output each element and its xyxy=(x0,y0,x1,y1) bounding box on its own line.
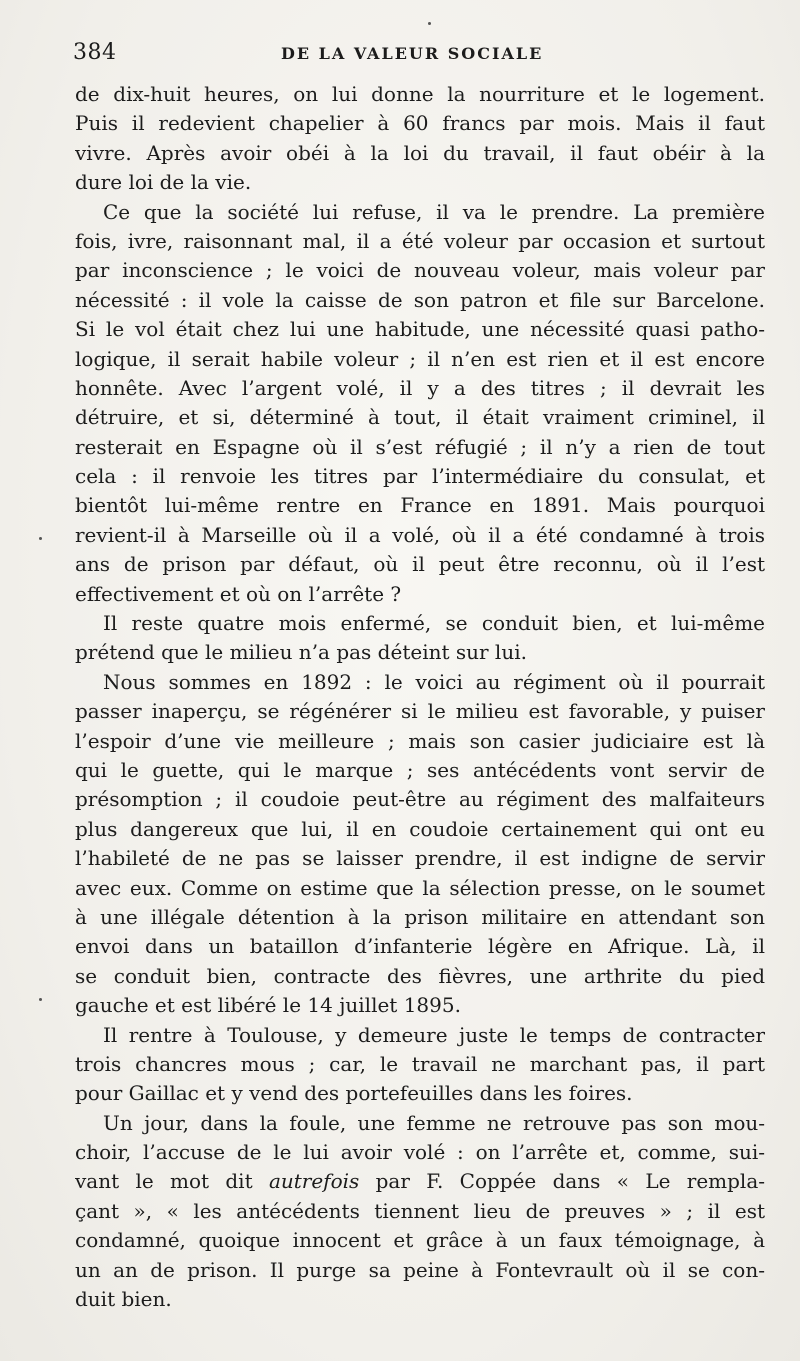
text-line: resterait en Espagne où il s’est réfugié ; il n’y a rien de tout xyxy=(75,434,765,459)
text-line: pour Gaillac et y vend des portefeuilles dans les foires. xyxy=(75,1081,633,1106)
text-line: effectivement et où on l’arrête ? xyxy=(75,581,402,606)
text-line: passer inaperçu, se régénérer si le milieu est favorable, y puiser xyxy=(75,699,765,724)
text-line: de dix-huit heures, on lui donne la nourriture et le logement. xyxy=(75,82,765,106)
text-line: par inconscience ; le voici de nouveau voleur, mais voleur par xyxy=(75,258,765,283)
text-line: avec eux. Comme on estime que la sélection presse, on le soumet xyxy=(75,875,765,900)
text-line: un an de prison. Il purge sa peine à Fontevrault où il se con- xyxy=(75,1257,765,1282)
text-line: qui le guette, qui le marque ; ses antécédents vont servir de xyxy=(75,757,765,782)
text-line: ans de prison par défaut, où il peut être reconnu, où il l’est xyxy=(75,552,765,577)
text-line: Un jour, dans la foule, une femme ne retrouve pas son mou- xyxy=(103,1110,765,1135)
text-line: trois chancres mous ; car, le travail ne marchant pas, il part xyxy=(75,1051,765,1076)
text-line: se conduit bien, contracte des fièvres, une arthrite du pied xyxy=(75,963,765,988)
text-line: à une illégale détention à la prison militaire en attendant son xyxy=(75,904,765,929)
text-line: condamné, quoique innocent et grâce à un faux témoignage, à xyxy=(75,1228,765,1253)
text-segment: vant le mot dit xyxy=(75,1169,269,1194)
text-line: Il rentre à Toulouse, y demeure juste le temps de contracter xyxy=(103,1022,765,1047)
italic-word: autrefois xyxy=(268,1169,360,1194)
text-line: l’espoir d’une vie meilleure ; mais son casier judiciaire est là xyxy=(75,728,765,753)
print-speck xyxy=(39,998,42,1001)
text-segment: par F. Coppée dans « Le rempla- xyxy=(359,1169,765,1194)
print-speck xyxy=(428,22,431,25)
text-line: Il reste quatre mois enfermé, se conduit bien, et lui-même xyxy=(103,611,765,636)
text-line xyxy=(75,1167,765,1196)
text-line: envoi dans un bataillon d’infanterie légère en Afrique. Là, il xyxy=(75,934,765,959)
text-line: l’habileté de ne pas se laisser prendre, il est indigne de servir xyxy=(75,846,765,871)
text-line: Ce que la société lui refuse, il va le prendre. La première xyxy=(103,199,765,224)
text-line: cela : il renvoie les titres par l’intermédiaire du consulat, et xyxy=(75,464,765,489)
text-line: prétend que le milieu n’a pas déteint sur lui. xyxy=(75,640,527,665)
text-line: Puis il redevient chapelier à 60 francs par mois. Mais il faut xyxy=(75,111,765,136)
print-speck xyxy=(39,537,42,540)
page-number: 384 xyxy=(73,40,117,65)
text-line: détruire, et si, déterminé à tout, il était vraiment criminel, il xyxy=(75,405,765,430)
text-line: fois, ivre, raisonnant mal, il a été voleur par occasion et surtout xyxy=(75,228,765,253)
running-head: DE LA VALEUR SOCIALE xyxy=(281,44,544,63)
text-line: dure loi de la vie. xyxy=(75,170,252,195)
text-line: revient-il à Marseille où il a volé, où il a été condamné à trois xyxy=(75,522,765,547)
text-line: bientôt lui-même rentre en France en 1891. Mais pourquoi xyxy=(75,493,765,518)
body-text xyxy=(75,80,765,1314)
text-line: vivre. Après avoir obéi à la loi du travail, il faut obéir à la xyxy=(75,140,765,165)
text-line: nécessité : il vole la caisse de son patron et file sur Barcelone. xyxy=(75,287,765,312)
text-line: Nous sommes en 1892 : le voici au régiment où il pourrait xyxy=(103,669,765,694)
text-line: présomption ; il coudoie peut-être au régiment des malfaiteurs xyxy=(75,787,765,812)
text-line: logique, il serait habile voleur ; il n’en est rien et il est encore xyxy=(75,346,765,371)
text-line: duit bien. xyxy=(75,1287,172,1312)
text-line: choir, l’accuse de le lui avoir volé : on l’arrête et, comme, sui- xyxy=(75,1140,765,1165)
text-line: gauche et est libéré le 14 juillet 1895. xyxy=(75,993,461,1018)
text-line: Si le vol était chez lui une habitude, une nécessité quasi patho- xyxy=(75,317,765,342)
page-header xyxy=(73,36,763,72)
text-line: honnête. Avec l’argent volé, il y a des titres ; il devrait les xyxy=(75,375,765,400)
text-line: plus dangereux que lui, il en coudoie certainement qui ont eu xyxy=(75,816,765,841)
text-line: çant », « les antécédents tiennent lieu de preuves » ; il est xyxy=(75,1198,765,1223)
